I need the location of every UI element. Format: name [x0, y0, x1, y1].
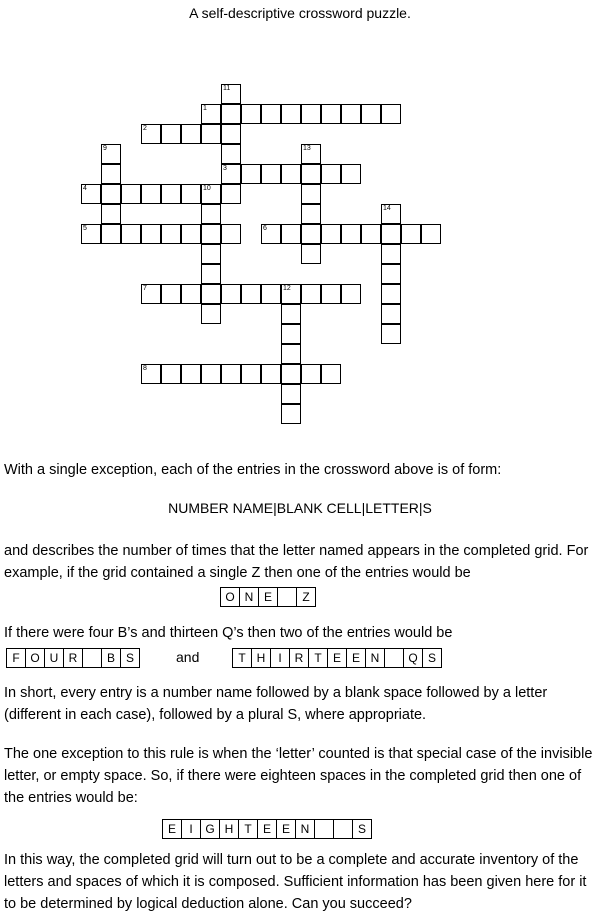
- crossword-cell[interactable]: [101, 224, 121, 244]
- crossword-cell[interactable]: [161, 224, 181, 244]
- crossword-cell[interactable]: [381, 284, 401, 304]
- clue-number: 10: [203, 185, 211, 192]
- crossword-cell[interactable]: [201, 304, 221, 324]
- crossword-cell[interactable]: [321, 224, 341, 244]
- clue-number: 8: [143, 365, 147, 372]
- clue-number: 6: [263, 225, 267, 232]
- crossword-cell[interactable]: [221, 124, 241, 144]
- crossword-cell[interactable]: [301, 224, 321, 244]
- example-four-bs: [6, 648, 140, 668]
- letter-box: F: [6, 648, 26, 668]
- crossword-cell[interactable]: [101, 204, 121, 224]
- crossword-cell[interactable]: [381, 244, 401, 264]
- crossword-cell[interactable]: [321, 164, 341, 184]
- crossword-cell[interactable]: [281, 344, 301, 364]
- letter-box: Z: [296, 587, 316, 607]
- crossword-cell[interactable]: [281, 304, 301, 324]
- crossword-cell[interactable]: [301, 204, 321, 224]
- crossword-cell[interactable]: [221, 144, 241, 164]
- crossword-cell[interactable]: [121, 224, 141, 244]
- letter-box: T: [308, 648, 328, 668]
- clue-number: 2: [143, 125, 147, 132]
- letter-box: H: [219, 819, 239, 839]
- letter-box: T: [232, 648, 252, 668]
- crossword-cell[interactable]: [141, 184, 161, 204]
- crossword-cell[interactable]: [221, 164, 241, 184]
- crossword-cell[interactable]: [201, 204, 221, 224]
- letter-box: E: [162, 819, 182, 839]
- crossword-cell[interactable]: [221, 224, 241, 244]
- clue-number: 11: [223, 85, 231, 92]
- letter-box: O: [220, 587, 240, 607]
- letter-box: I: [270, 648, 290, 668]
- letter-box: I: [181, 819, 201, 839]
- crossword-cell[interactable]: [181, 364, 201, 384]
- crossword-cell[interactable]: [281, 104, 301, 124]
- crossword-cell[interactable]: [141, 284, 161, 304]
- crossword-cell[interactable]: [301, 364, 321, 384]
- example-thirteen-qs: [232, 648, 442, 668]
- crossword-cell[interactable]: [221, 364, 241, 384]
- crossword-cell[interactable]: [381, 104, 401, 124]
- crossword-cell[interactable]: [201, 284, 221, 304]
- crossword-cell[interactable]: [101, 164, 121, 184]
- crossword-cell[interactable]: [301, 244, 321, 264]
- crossword-cell[interactable]: [181, 124, 201, 144]
- crossword-cell[interactable]: [281, 384, 301, 404]
- crossword-cell[interactable]: [321, 284, 341, 304]
- crossword-cell[interactable]: [261, 164, 281, 184]
- letter-box: S: [120, 648, 140, 668]
- letter-box: G: [200, 819, 220, 839]
- crossword-cell[interactable]: [241, 364, 261, 384]
- crossword-cell[interactable]: [201, 124, 221, 144]
- example-eighteen-s: [162, 819, 372, 839]
- crossword-cell[interactable]: [301, 164, 321, 184]
- crossword-cell[interactable]: [401, 224, 421, 244]
- crossword-cell[interactable]: [121, 184, 141, 204]
- letter-box: S: [352, 819, 372, 839]
- crossword-cell[interactable]: [421, 224, 441, 244]
- crossword-cell[interactable]: [341, 104, 361, 124]
- crossword-cell[interactable]: [201, 224, 221, 244]
- clue-number: 9: [103, 145, 107, 152]
- letter-box: Q: [403, 648, 423, 668]
- letter-box: [277, 587, 297, 607]
- crossword-cell[interactable]: [181, 224, 201, 244]
- crossword-cell[interactable]: [81, 224, 101, 244]
- clue-number: 12: [283, 285, 291, 292]
- crossword-cell[interactable]: [381, 304, 401, 324]
- clue-number: 4: [83, 185, 87, 192]
- crossword-cell[interactable]: [261, 284, 281, 304]
- letter-box: N: [365, 648, 385, 668]
- crossword-cell[interactable]: [281, 164, 301, 184]
- clue-number: 14: [383, 205, 391, 212]
- crossword-cell[interactable]: [381, 324, 401, 344]
- and-label: and: [176, 649, 200, 665]
- letter-box: N: [295, 819, 315, 839]
- crossword-cell[interactable]: [221, 84, 241, 104]
- crossword-cell[interactable]: [301, 284, 321, 304]
- letter-box: E: [258, 587, 278, 607]
- crossword-cell[interactable]: [101, 144, 121, 164]
- intro2-text: If there were four B’s and thirteen Q’s then two of the entries would be: [4, 625, 453, 641]
- crossword-cell[interactable]: [161, 184, 181, 204]
- letter-box: [82, 648, 102, 668]
- crossword-cell[interactable]: [321, 364, 341, 384]
- crossword-cell[interactable]: [161, 124, 181, 144]
- letter-box: B: [101, 648, 121, 668]
- crossword-cell[interactable]: [281, 324, 301, 344]
- crossword-cell[interactable]: [201, 244, 221, 264]
- crossword-cell[interactable]: [381, 264, 401, 284]
- crossword-cell[interactable]: [201, 264, 221, 284]
- crossword-cell[interactable]: [281, 364, 301, 384]
- crossword-cell[interactable]: [141, 364, 161, 384]
- crossword-cell[interactable]: [381, 204, 401, 224]
- crossword-cell[interactable]: [301, 104, 321, 124]
- letter-box: S: [422, 648, 442, 668]
- crossword-cell[interactable]: [301, 144, 321, 164]
- crossword-cell[interactable]: [201, 364, 221, 384]
- crossword-cell[interactable]: [261, 224, 281, 244]
- letter-box: E: [257, 819, 277, 839]
- crossword-cell[interactable]: [321, 104, 341, 124]
- crossword-cell[interactable]: [161, 364, 181, 384]
- crossword-cell[interactable]: [281, 224, 301, 244]
- closing-text: In this way, the completed grid will turn out to be a complete and accurate inventory of the letters and spaces of which it is composed. Sufficient information has been given here for it to be determined by logical deduction alone. Can you succeed?: [4, 852, 587, 912]
- crossword-cell[interactable]: [361, 224, 381, 244]
- letter-box: O: [25, 648, 45, 668]
- letter-box: H: [251, 648, 271, 668]
- letter-box: U: [44, 648, 64, 668]
- example-one-z: [220, 587, 316, 607]
- crossword-cell[interactable]: [101, 184, 121, 204]
- crossword-cell[interactable]: [161, 284, 181, 304]
- crossword-cell[interactable]: [201, 184, 221, 204]
- letter-box: E: [346, 648, 366, 668]
- crossword-cell[interactable]: [221, 104, 241, 124]
- clue-number: 3: [223, 165, 227, 172]
- crossword-cell[interactable]: [361, 104, 381, 124]
- crossword-cell[interactable]: [341, 224, 361, 244]
- crossword-cell[interactable]: [281, 284, 301, 304]
- crossword-cell[interactable]: [301, 184, 321, 204]
- exception-text: The one exception to this rule is when the ‘letter’ counted is that special case of the invisible letter, or empty space. So, if there were eighteen spaces in the completed grid then one of the entries would be:: [4, 746, 593, 806]
- letter-box: E: [327, 648, 347, 668]
- crossword-cell[interactable]: [201, 104, 221, 124]
- letter-box: [314, 819, 334, 839]
- crossword-cell[interactable]: [141, 124, 161, 144]
- page-title: A self-descriptive crossword puzzle.: [189, 5, 411, 21]
- intro-text: With a single exception, each of the entries in the crossword above is of form:: [4, 462, 502, 478]
- crossword-cell[interactable]: [261, 104, 281, 124]
- crossword-cell[interactable]: [241, 284, 261, 304]
- letter-box: [384, 648, 404, 668]
- describes-text: and describes the number of times that the letter named appears in the completed grid. For example, if the grid contained a single Z then one of the entries would be: [4, 543, 589, 581]
- crossword-cell[interactable]: [181, 284, 201, 304]
- crossword-cell[interactable]: [341, 164, 361, 184]
- clue-number: 5: [83, 225, 87, 232]
- letter-box: E: [276, 819, 296, 839]
- crossword-cell[interactable]: [261, 364, 281, 384]
- letter-box: T: [238, 819, 258, 839]
- crossword-cell[interactable]: [141, 224, 161, 244]
- crossword-cell[interactable]: [181, 184, 201, 204]
- crossword-cell[interactable]: [381, 224, 401, 244]
- short-text: In short, every entry is a number name followed by a blank space followed by a letter (different in each case), followed by a plural S, where appropriate.: [4, 685, 548, 723]
- crossword-cell[interactable]: [241, 164, 261, 184]
- clue-number: 13: [303, 145, 311, 152]
- clue-number: 7: [143, 285, 147, 292]
- crossword-cell[interactable]: [221, 184, 241, 204]
- crossword-cell[interactable]: [241, 104, 261, 124]
- letter-box: N: [239, 587, 259, 607]
- crossword-cell[interactable]: [281, 404, 301, 424]
- crossword-cell[interactable]: [81, 184, 101, 204]
- format-text: NUMBER NAME|BLANK CELL|LETTER|S: [168, 500, 432, 516]
- letter-box: R: [63, 648, 83, 668]
- crossword-cell[interactable]: [341, 284, 361, 304]
- crossword-grid: [0, 0, 600, 440]
- letter-box: [333, 819, 353, 839]
- crossword-cell[interactable]: [221, 284, 241, 304]
- clue-number: 1: [203, 105, 207, 112]
- letter-box: R: [289, 648, 309, 668]
